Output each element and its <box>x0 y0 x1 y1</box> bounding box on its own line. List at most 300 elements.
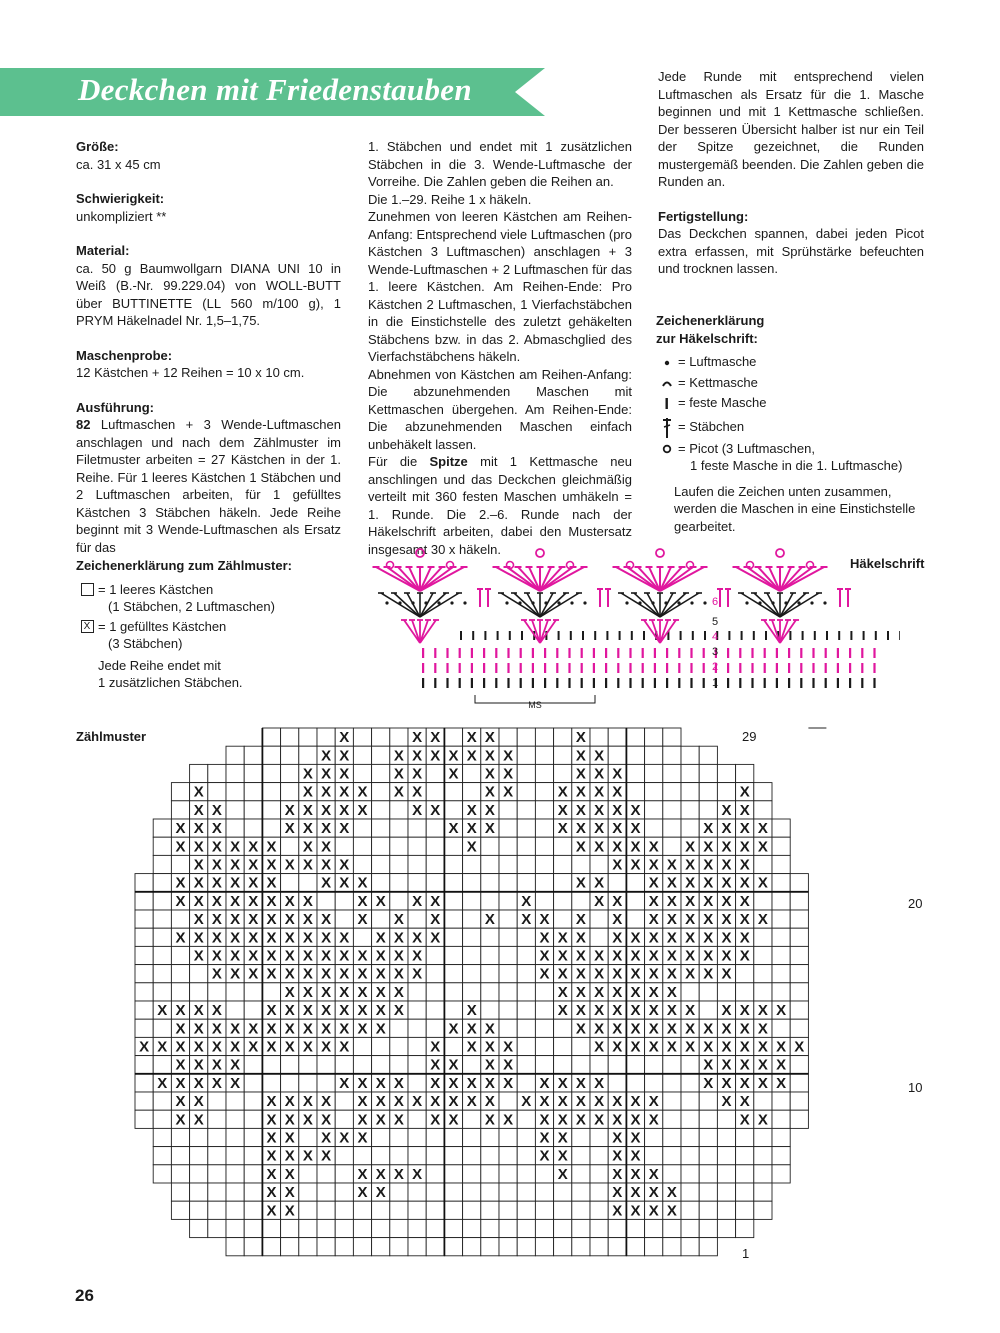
chart-cell <box>699 1056 717 1074</box>
sc-stitch <box>593 663 595 673</box>
chart-cell <box>535 965 553 983</box>
chart-cell <box>281 1019 299 1037</box>
filled-mark: X <box>757 911 768 929</box>
chart-cell <box>590 910 608 928</box>
chart-cell <box>463 783 481 801</box>
chart-cell <box>736 1219 754 1237</box>
filled-mark: X <box>557 801 568 819</box>
chart-cell <box>281 1147 299 1165</box>
chart-cell <box>590 983 608 1001</box>
filled-mark: X <box>284 1165 295 1183</box>
chart-cell <box>190 983 208 1001</box>
chart-cell <box>717 874 735 892</box>
legend-row-end-note-1: Jede Reihe endet mit <box>98 657 221 673</box>
filled-mark: X <box>739 874 750 892</box>
chart-cell <box>535 1110 553 1128</box>
chart-cell <box>335 746 353 764</box>
chart-cell <box>517 783 535 801</box>
filled-mark: X <box>739 1038 750 1056</box>
chart-cell <box>772 874 790 892</box>
chart-cell <box>281 1165 299 1183</box>
chart-cell <box>535 764 553 782</box>
chart-cell <box>699 892 717 910</box>
legend-picot <box>656 440 926 475</box>
instructions-body: Luftmaschen + 3 Wende-Luftmaschen anschlagen und nach dem Zählmuster im Filetmuster arbeiten = 27 Kästchen in der 1. Reihe. Für 1 leeres Kästchen 1 Stäbchen und 2 Luftmaschen arbeiten, für 1 gefülltes Kästchen 3 Stäbchen häkeln. Jede Reihe beginnt mit 3 Wende-Luftmaschen als Ersatz für das <box>76 417 341 555</box>
filled-mark: X <box>757 1111 768 1129</box>
chart-cell <box>190 1110 208 1128</box>
chart-cell <box>335 1074 353 1092</box>
chart-cell <box>681 965 699 983</box>
chart-cell <box>535 1219 553 1237</box>
filled-mark: X <box>284 801 295 819</box>
chart-cell <box>317 1056 335 1074</box>
chart-cell <box>663 1056 681 1074</box>
filled-mark: X <box>648 983 659 1001</box>
filled-mark: X <box>612 1184 623 1202</box>
filled-mark: X <box>484 765 495 783</box>
chart-cell <box>481 746 499 764</box>
chart-cell <box>554 1074 572 1092</box>
filled-mark: X <box>357 1074 368 1092</box>
filled-mark: X <box>630 820 641 838</box>
sc-stitch <box>544 678 546 688</box>
chart-cell <box>554 928 572 946</box>
filled-mark: X <box>393 1002 404 1020</box>
chart-cell <box>171 1147 189 1165</box>
filled-mark: X <box>193 874 204 892</box>
filled-mark: X <box>448 1074 459 1092</box>
chart-cell <box>681 910 699 928</box>
chart-cell <box>226 1147 244 1165</box>
filled-mark: X <box>211 1074 222 1092</box>
filled-mark: X <box>302 1038 313 1056</box>
filled-mark: X <box>484 729 495 747</box>
filled-mark: X <box>266 1093 277 1111</box>
chart-cell <box>299 892 317 910</box>
filled-mark: X <box>321 965 332 983</box>
chart-cell <box>372 1037 390 1055</box>
chart-cell <box>645 1019 663 1037</box>
filled-mark: X <box>430 1056 441 1074</box>
chart-cell <box>426 783 444 801</box>
filled-mark: X <box>339 801 350 819</box>
sc-stitch <box>727 663 729 673</box>
chart-cell <box>590 1074 608 1092</box>
chart-cell <box>463 746 481 764</box>
filled-mark: X <box>557 947 568 965</box>
chart-cell <box>463 1147 481 1165</box>
chart-cell <box>372 801 390 819</box>
chart-cell <box>353 928 371 946</box>
filled-mark: X <box>266 1020 277 1038</box>
filled-mark: X <box>648 911 659 929</box>
filled-mark: X <box>466 747 477 765</box>
chart-cell <box>663 728 681 746</box>
sc-stitch <box>556 678 558 688</box>
chart-cell <box>754 837 772 855</box>
filled-mark: X <box>430 729 441 747</box>
filled-mark: X <box>721 1056 732 1074</box>
filled-mark: X <box>393 1093 404 1111</box>
sc-stitch <box>483 678 485 688</box>
filled-mark: X <box>557 983 568 1001</box>
filled-mark: X <box>230 1038 241 1056</box>
chart-cell <box>736 1019 754 1037</box>
filled-mark: X <box>594 1038 605 1056</box>
chart-cell <box>790 910 808 928</box>
chart-cell <box>444 837 462 855</box>
filled-mark: X <box>503 783 514 801</box>
chart-cell <box>681 819 699 837</box>
chart-cell <box>208 1165 226 1183</box>
chart-cell <box>317 783 335 801</box>
chart-cell <box>554 1019 572 1037</box>
chart-cell <box>772 1128 790 1146</box>
chart-cell <box>171 1165 189 1183</box>
chart-cell <box>535 910 553 928</box>
chart-cell <box>590 874 608 892</box>
sc-stitch <box>776 663 778 673</box>
sc-stitch <box>863 631 865 640</box>
row-label-20: 20 <box>908 896 923 911</box>
filled-mark: X <box>703 1020 714 1038</box>
filled-mark: X <box>721 1002 732 1020</box>
chart-cell <box>463 819 481 837</box>
chart-cell <box>517 910 535 928</box>
sc-stitch <box>507 648 509 658</box>
chart-cell <box>535 1001 553 1019</box>
chart-cell <box>463 837 481 855</box>
chart-cell <box>681 892 699 910</box>
chart-cell <box>717 928 735 946</box>
filled-mark: X <box>266 929 277 947</box>
chart-cell <box>317 946 335 964</box>
filled-mark: X <box>284 856 295 874</box>
filled-mark: X <box>193 1111 204 1129</box>
filled-mark: X <box>685 856 696 874</box>
chart-cell <box>463 1110 481 1128</box>
chart-cell <box>517 1037 535 1055</box>
chart-cell <box>262 746 280 764</box>
sc-stitch <box>764 663 766 673</box>
filled-mark: X <box>284 983 295 1001</box>
chart-cell <box>190 855 208 873</box>
chart-cell <box>663 837 681 855</box>
chart-cell <box>645 1147 663 1165</box>
sc-stitch <box>837 648 839 658</box>
chart-cell <box>372 1092 390 1110</box>
chart-cell <box>408 1147 426 1165</box>
chart-cell <box>608 728 626 746</box>
legend-filled-label: = 1 gefülltes Kästchen <box>98 618 227 634</box>
chart-cell <box>499 837 517 855</box>
filled-mark: X <box>302 765 313 783</box>
filled-mark: X <box>321 1147 332 1165</box>
filled-mark: X <box>230 929 241 947</box>
chart-cell <box>190 801 208 819</box>
sc-stitch <box>593 648 595 658</box>
filled-mark: X <box>721 892 732 910</box>
chart-cell <box>463 1001 481 1019</box>
chart-cell <box>499 946 517 964</box>
chart-cell <box>208 1019 226 1037</box>
chart-cell <box>190 1147 208 1165</box>
chart-cell <box>299 910 317 928</box>
filled-mark: X <box>284 1020 295 1038</box>
sc-stitch <box>776 648 778 658</box>
chart-cell <box>244 983 262 1001</box>
chart-cell <box>226 746 244 764</box>
chart-cell <box>572 892 590 910</box>
chart-cell <box>717 764 735 782</box>
counting-chart-label: Zählmuster <box>76 729 147 744</box>
sc-stitch <box>826 631 828 640</box>
chart-cell <box>335 892 353 910</box>
chart-cell <box>262 946 280 964</box>
chart-cell <box>608 1056 626 1074</box>
chart-cell <box>590 1128 608 1146</box>
filled-mark: X <box>575 1020 586 1038</box>
chart-cell <box>645 1092 663 1110</box>
sc-stitch <box>446 648 448 658</box>
chart-cell <box>408 892 426 910</box>
sc-stitch <box>495 648 497 658</box>
round-number: 2 <box>712 661 719 673</box>
filled-mark: X <box>466 1002 477 1020</box>
chart-cell <box>645 728 663 746</box>
filled-mark: X <box>302 838 313 856</box>
chart-cell <box>190 892 208 910</box>
legend-empty-detail: (1 Stäbchen, 2 Luftmaschen) <box>108 599 275 614</box>
chart-cell <box>444 946 462 964</box>
chart-cell <box>208 1147 226 1165</box>
filled-mark: X <box>193 838 204 856</box>
chart-cell <box>299 1165 317 1183</box>
chart-cell <box>736 764 754 782</box>
crochet-legend-heading-1: Zeichenerklärung <box>656 313 765 328</box>
chart-cell <box>426 1147 444 1165</box>
filled-mark: X <box>648 965 659 983</box>
chart-cell <box>608 837 626 855</box>
sc-stitch <box>556 663 558 673</box>
chart-cell <box>226 1183 244 1201</box>
chart-cell <box>626 1056 644 1074</box>
chart-cell <box>208 983 226 1001</box>
chart-cell <box>481 801 499 819</box>
chart-cell <box>626 1019 644 1037</box>
chart-cell <box>353 1110 371 1128</box>
chart-cell <box>153 965 171 983</box>
chart-cell <box>299 1056 317 1074</box>
chart-cell <box>208 1183 226 1201</box>
chart-cell <box>608 1019 626 1037</box>
chart-cell <box>153 983 171 1001</box>
chart-cell <box>135 1019 153 1037</box>
filled-mark: X <box>648 1020 659 1038</box>
chart-cell <box>408 983 426 1001</box>
filled-mark: X <box>612 1093 623 1111</box>
filled-mark: X <box>594 983 605 1001</box>
chart-cell <box>390 728 408 746</box>
chart-cell <box>481 892 499 910</box>
legend-chain <box>656 353 926 371</box>
chart-cell <box>517 1019 535 1037</box>
counting-chart <box>120 720 880 1270</box>
filled-mark: X <box>575 911 586 929</box>
picot <box>656 549 664 557</box>
sc-stitch <box>605 648 607 658</box>
chart-cell <box>517 965 535 983</box>
chart-cell <box>408 728 426 746</box>
filled-mark: X <box>757 820 768 838</box>
chart-cell <box>463 874 481 892</box>
crochet-legend <box>656 312 926 535</box>
chart-cell <box>663 892 681 910</box>
chart-cell <box>372 1019 390 1037</box>
chart-cell <box>481 1201 499 1219</box>
chart-cell <box>281 1110 299 1128</box>
chart-cell <box>226 983 244 1001</box>
filled-mark: X <box>630 1165 641 1183</box>
chart-cell <box>736 819 754 837</box>
filled-mark: X <box>685 874 696 892</box>
filled-mark: X <box>321 820 332 838</box>
chain-stitch <box>531 601 534 604</box>
chart-cell <box>171 910 189 928</box>
filled-mark: X <box>757 1020 768 1038</box>
sc-stitch <box>532 648 534 658</box>
legend-picot-detail: 1 feste Masche in die 1. Luftmasche) <box>690 458 903 473</box>
chart-cell <box>717 910 735 928</box>
chart-cell <box>335 1037 353 1055</box>
filled-mark: X <box>375 983 386 1001</box>
filled-mark: X <box>230 856 241 874</box>
chart-cell <box>572 1019 590 1037</box>
sc-stitch <box>532 663 534 673</box>
filled-mark: X <box>248 1038 259 1056</box>
sc-stitch <box>459 663 461 673</box>
filled-mark: X <box>484 1020 495 1038</box>
chart-cell <box>281 874 299 892</box>
chart-cell <box>335 874 353 892</box>
chart-cell <box>244 1001 262 1019</box>
picot <box>416 549 424 557</box>
chart-cell <box>390 746 408 764</box>
chart-cell <box>299 1128 317 1146</box>
chart-cell <box>463 801 481 819</box>
filled-mark: X <box>757 1038 768 1056</box>
chart-cell <box>699 928 717 946</box>
chart-cell <box>372 837 390 855</box>
chain-stitch <box>518 601 521 604</box>
filled-mark: X <box>193 911 204 929</box>
chart-cell <box>190 946 208 964</box>
chart-cell <box>645 1219 663 1237</box>
page-number: 26 <box>75 1286 94 1305</box>
sc-stitch <box>459 648 461 658</box>
chart-cell <box>499 928 517 946</box>
chart-cell <box>736 1147 754 1165</box>
filled-mark: X <box>284 1111 295 1129</box>
filled-mark: X <box>266 1129 277 1147</box>
chart-cell <box>135 1037 153 1055</box>
single-crochet-icon <box>665 398 669 409</box>
filled-mark: X <box>630 947 641 965</box>
chart-cell <box>517 1165 535 1183</box>
filled-mark: X <box>321 801 332 819</box>
chart-cell <box>481 837 499 855</box>
sc-stitch <box>704 631 706 640</box>
instructions-text <box>76 416 341 556</box>
chart-cell <box>262 1037 280 1055</box>
chart-cell <box>535 728 553 746</box>
chart-cell <box>244 783 262 801</box>
filled-mark: X <box>430 801 441 819</box>
chart-cell <box>481 1183 499 1201</box>
filled-mark: X <box>321 929 332 947</box>
chart-cell <box>171 783 189 801</box>
chart-cell <box>754 1092 772 1110</box>
filled-mark: X <box>521 1093 532 1111</box>
chart-cell <box>790 874 808 892</box>
filled-mark: X <box>193 1093 204 1111</box>
chart-cell <box>226 1037 244 1055</box>
chart-cell <box>717 837 735 855</box>
filled-mark: X <box>757 1002 768 1020</box>
chart-cell <box>390 1019 408 1037</box>
filled-mark: X <box>211 911 222 929</box>
chart-cell <box>244 1074 262 1092</box>
sc-stitch <box>678 663 680 673</box>
filled-mark: X <box>321 947 332 965</box>
filled-mark: X <box>230 892 241 910</box>
chart-cell <box>444 1019 462 1037</box>
chart-cell <box>626 837 644 855</box>
chart-cell <box>208 1201 226 1219</box>
dc-stitch <box>540 593 566 617</box>
filled-mark: X <box>539 929 550 947</box>
mid-p5-a: Für die <box>368 454 430 469</box>
sc-stitch <box>849 648 851 658</box>
chart-cell <box>135 1110 153 1128</box>
chart-cell <box>608 855 626 873</box>
chart-cell <box>353 1019 371 1037</box>
chart-cell <box>244 837 262 855</box>
sc-stitch <box>434 663 436 673</box>
chart-cell <box>335 801 353 819</box>
chart-cell <box>426 746 444 764</box>
chart-cell <box>554 1037 572 1055</box>
chart-cell <box>590 819 608 837</box>
chart-cell <box>554 892 572 910</box>
chart-cell <box>717 783 735 801</box>
dc-stitch <box>754 593 780 617</box>
filled-mark: X <box>648 1093 659 1111</box>
chart-cell <box>408 819 426 837</box>
filled-mark: X <box>612 983 623 1001</box>
filled-mark: X <box>721 1038 732 1056</box>
filled-mark: X <box>412 729 423 747</box>
chart-cell <box>335 855 353 873</box>
filled-mark: X <box>284 911 295 929</box>
chart-cell <box>572 1037 590 1055</box>
chart-cell <box>226 1074 244 1092</box>
chart-cell <box>426 1238 444 1256</box>
chart-cell <box>535 928 553 946</box>
chart-cell <box>608 1001 626 1019</box>
chart-cell <box>408 801 426 819</box>
chart-cell <box>572 1219 590 1237</box>
